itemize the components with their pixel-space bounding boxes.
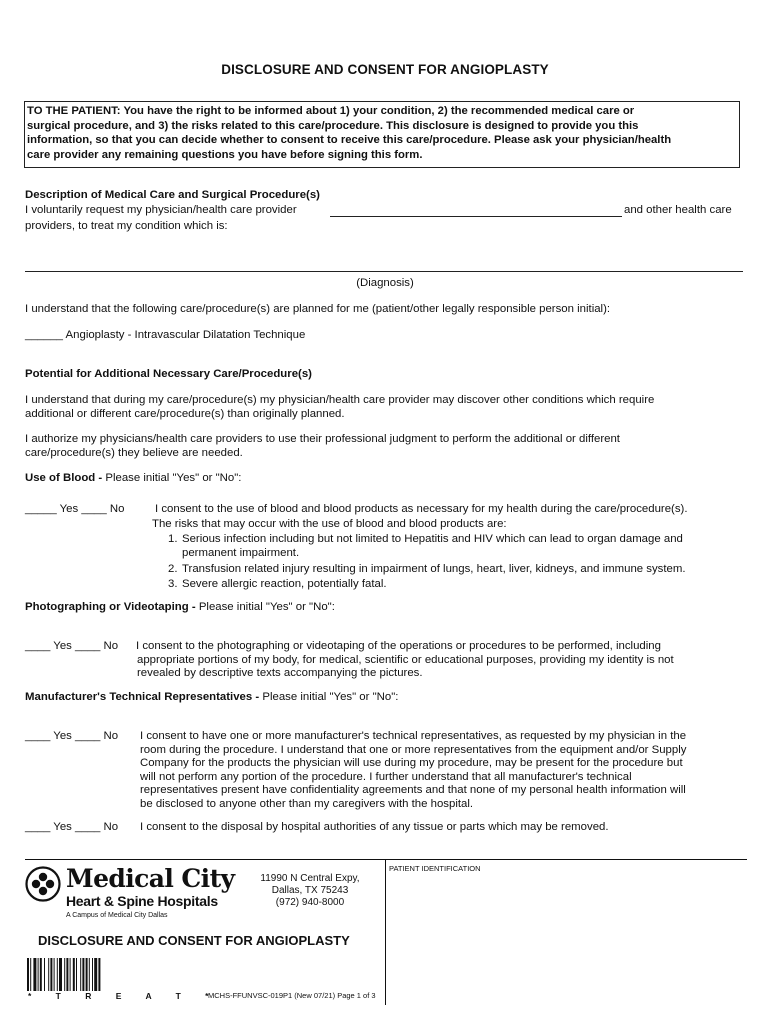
footer-vertical-divider (385, 859, 386, 1005)
condition-text: providers, to treat my condition which is: (25, 220, 228, 232)
paragraph-line: I understand that during my care/procedure(s) my physician/health care provider may discover other conditions which require (25, 394, 655, 406)
notice-line: surgical procedure, and 3) the risks related to this care/procedure. This disclosure is designed to provide you this (27, 119, 639, 132)
additional-paragraph-1 (25, 394, 654, 421)
footer-form-title: DISCLOSURE AND CONSENT FOR ANGIOPLASTY (38, 933, 350, 948)
consent-line: be disclosed to anyone other than my caregivers with the hospital. (140, 797, 474, 810)
consent-line: room during the procedure. I understand that one or more representatives from the equipment and/or Supply (140, 743, 687, 756)
risk-line: Serious infection including but not limited to Hepatitis and HIV which can lead to organ damage and (182, 533, 683, 545)
diagnosis-field[interactable] (25, 271, 743, 272)
photo-yes-no-initials[interactable]: ____ Yes ____ No (25, 640, 119, 652)
blood-risk-item-2 (168, 563, 686, 577)
manufacturer-heading (25, 691, 398, 705)
barcode-text: * T R E A T * (28, 991, 220, 1001)
provider-request-suffix: and other health care (624, 204, 732, 216)
description-heading: Description of Medical Care and Surgical Procedure(s) (25, 189, 320, 201)
notice-line: TO THE PATIENT: You have the right to be informed about 1) your condition, 2) the recommended medical care or (27, 105, 635, 117)
manufacturer-heading-instruction: Please initial "Yes" or "No": (262, 691, 399, 703)
manufacturer-yes-no-initials[interactable]: ____ Yes ____ No (25, 730, 119, 742)
consent-line: will not perform any portion of the procedure. I further understand that all manufacturer's technical (140, 770, 632, 783)
manufacturer-heading-label: Manufacturer's Technical Representatives - (25, 691, 263, 703)
manufacturer-consent-text (140, 730, 686, 812)
consent-line: revealed by descriptive texts accompanying the pictures. (137, 667, 423, 680)
photo-consent-text (136, 640, 674, 681)
patient-notice-box (24, 101, 740, 168)
brand-subtitle: Heart & Spine Hospitals (66, 893, 218, 909)
notice-line: care provider any remaining questions you have before signing this form. (27, 148, 423, 161)
photo-heading-instruction: Please initial "Yes" or "No": (198, 601, 335, 613)
consent-line: Company for the products the physician will use during my procedure, may be present for the procedure but (140, 757, 683, 770)
blood-consent-text: I consent to the use of blood and blood products as necessary for my health during the care/procedure(s). (155, 503, 688, 515)
hospital-address (240, 873, 380, 909)
blood-risk-item-1 (168, 533, 683, 560)
disposal-yes-no-initials[interactable]: ____ Yes ____ No (25, 821, 119, 833)
additional-care-heading: Potential for Additional Necessary Care/Procedure(s) (25, 368, 312, 380)
blood-yes-no-initials[interactable]: _____ Yes ____ No (25, 503, 125, 515)
paragraph-line: I authorize my physicians/health care providers to use their professional judgment to perform the additional or different (25, 433, 620, 445)
brand-campus: A Campus of Medical City Dallas (66, 912, 168, 919)
address-line: Dallas, TX 75243 (271, 885, 349, 896)
consent-line: representatives present have confidentiality agreements and that none of my personal health information will (140, 784, 686, 797)
blood-risks-intro: The risks that may occur with the use of blood and blood products are: (152, 518, 507, 530)
list-number: 3. (168, 578, 178, 590)
list-number: 2. (168, 563, 178, 575)
consent-line: I consent to the photographing or videotaping of the operations or procedures to be performed, including (136, 640, 661, 652)
provider-name-field[interactable] (330, 216, 622, 217)
blood-heading (25, 472, 241, 486)
patient-identification-label: PATIENT IDENTIFICATION (389, 864, 481, 873)
risk-line: Transfusion related injury resulting in impairment of lungs, heart, liver, kidneys, and immune system. (182, 563, 686, 575)
additional-paragraph-2 (25, 433, 620, 460)
photo-heading (25, 601, 335, 615)
notice-line: information, so that you can decide whether to consent to receive this care/procedure. Please ask your physician/health (27, 134, 672, 146)
blood-risk-item-3 (168, 578, 387, 592)
risk-line: permanent impairment. (182, 546, 300, 559)
list-number: 1. (168, 533, 178, 545)
provider-request-prefix: I voluntarily request my physician/health care provider (25, 204, 297, 216)
photo-heading-label: Photographing or Videotaping - (25, 601, 199, 613)
blood-heading-label: Use of Blood - (25, 472, 106, 484)
blood-heading-instruction: Please initial "Yes" or "No": (105, 472, 242, 484)
address-line: 11990 N Central Expy, (260, 873, 360, 884)
medical-city-logo-icon (25, 866, 61, 902)
address-line: (972) 940-8000 (275, 897, 345, 908)
consent-line: I consent to have one or more manufacturer's technical representatives, as requested by my physician in the (140, 730, 687, 742)
disposal-consent-text: I consent to the disposal by hospital authorities of any tissue or parts which may be removed. (140, 821, 609, 833)
planned-procedures-intro: I understand that the following care/procedure(s) are planned for me (patient/other legally responsible person initial): (25, 303, 611, 315)
diagnosis-label: (Diagnosis) (356, 277, 414, 289)
page-title: DISCLOSURE AND CONSENT FOR ANGIOPLASTY (221, 62, 549, 77)
brand-name: Medical City (66, 864, 235, 893)
risk-line: Severe allergic reaction, potentially fatal. (182, 578, 387, 590)
paragraph-line: additional or different care/procedure(s) than originally planned. (25, 407, 345, 420)
form-code: MCHS-FFUNVSC-019P1 (New 07/21) Page 1 of 3 (208, 991, 376, 1000)
procedure-initial-line[interactable]: ______ Angioplasty - Intravascular Dilatation Technique (25, 329, 306, 341)
consent-line: appropriate portions of my body, for medical, scientific or educational purposes, providing my identity is not (137, 653, 674, 666)
paragraph-line: care/procedure(s) they believe are needed. (25, 446, 243, 459)
barcode-icon (27, 958, 127, 991)
footer-divider (25, 859, 747, 860)
